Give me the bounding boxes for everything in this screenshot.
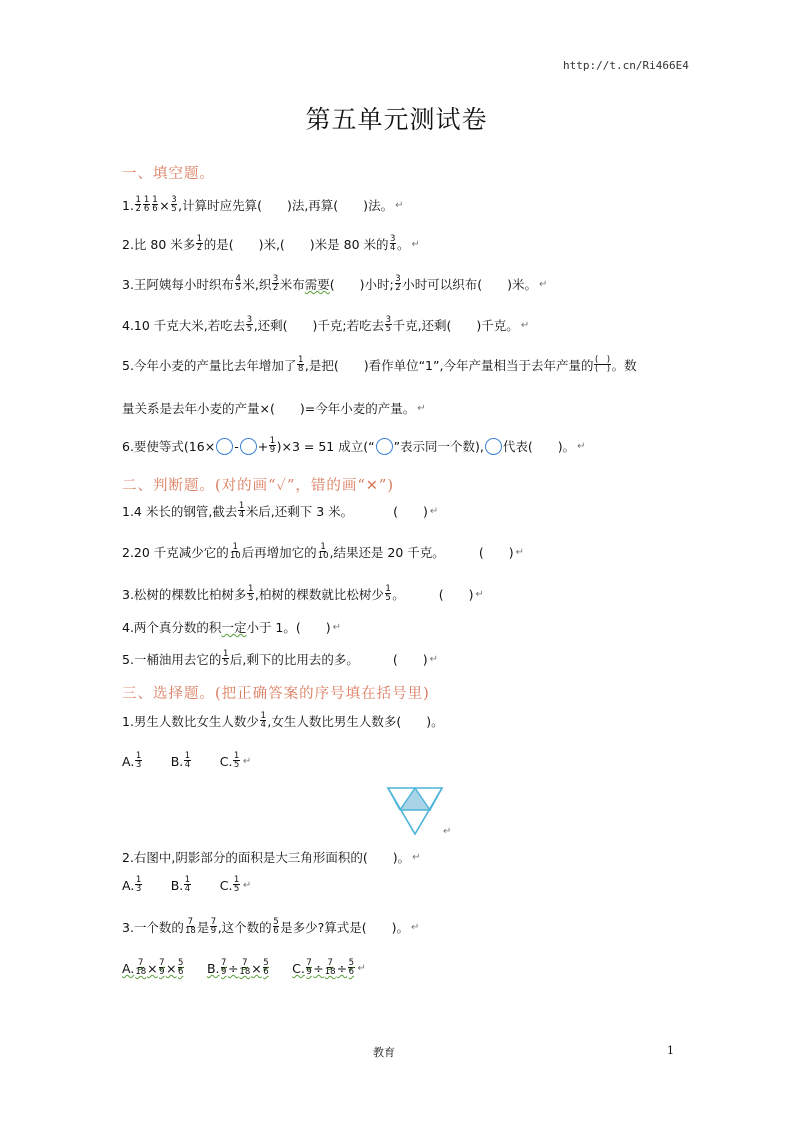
judge-2: 2.20 千克减少它的 $\frac{1}{10}$ 后再增加它的 $\frac{1}{10}$ ,结果还是 20 千克。 ( ) ↵	[122, 541, 524, 561]
footer-center: 教育	[373, 1046, 395, 1059]
unknown-circle-icon	[376, 438, 393, 455]
page-title: 第五单元测试卷	[305, 105, 488, 134]
choice-2: 2.右图中,阴影部分的面积是大三角形面积的( )。 ↵	[122, 850, 421, 865]
choice-3: 3.一个数的 $\frac{7}{18}$ 是 $\frac{7}{9}$ ,这个数的 $\frac{5}{6}$ 是多少?算式是( )。 ↵	[122, 916, 420, 936]
question-1: 1. $\frac{1}{2}$ $\frac{1}{6}$ $\frac{1}{6}$ × $\frac{3}{5}$ ,计算时应先算( )法,再算( )法。 ↵	[122, 194, 404, 214]
triangle-figure	[386, 786, 444, 836]
page-number: 1	[667, 1044, 674, 1057]
judge-3: 3.松树的棵数比柏树多 $\frac{1}{5}$ ,柏树的棵数就比松树少 $\frac{1}{5}$ 。 ( ) ↵	[122, 583, 484, 603]
choice-1-options: A. $\frac{1}{3}$ B. $\frac{1}{4}$ C. $\frac{1}{5}$ ↵	[122, 751, 252, 770]
question-6: 6.要使等式(16× - + $\frac{1}{9}$ )×3 = 51 成立(“ ”表示同一个数), 代表( )。 ↵	[122, 435, 586, 455]
judge-1: 1.4 米长的钢管,截去 $\frac{1}{4}$ 米后,还剩下 3 米。 ( ) ↵	[122, 500, 439, 520]
unknown-circle-icon	[240, 438, 257, 455]
question-3: 3.王阿姨每小时织布 $\frac{4}{5}$ 米,织 $\frac{3}{2}$ 米布 需要 ( )小时; $\frac{3}{2}$ 小时可以织布( )米。 ↵	[122, 273, 548, 293]
section-true-false: 二、判断题。(对的画“✓”，错的画“✕”)	[122, 478, 394, 494]
question-2: 2.比 80 米多 $\frac{1}{2}$ 的是( )米,( )米是 80 米的 $\frac{3}{4}$ 。 ↵	[122, 233, 420, 253]
choice-3-options: A. $\frac{7}{18}$ × $\frac{7}{9}$ × $\frac{5}{6}$ B. $\frac{7}{9}$ ÷ $\frac{7}{18}$ × $\frac{5}{6}$ C. $\frac{7}{9}$ ÷ $\frac{7}{18}$ ÷ $\frac{5}{6}$ ↵	[122, 958, 366, 977]
judge-5: 5.一桶油用去它的 $\frac{1}{5}$ 后,剩下的比用去的多。 ( ) ↵	[122, 648, 438, 668]
unknown-circle-icon	[485, 438, 502, 455]
choice-1: 1.男生人数比女生人数少 $\frac{1}{4}$ ,女生人数比男生人数多( )。	[122, 710, 444, 730]
source-url: http://t.cn/Ri466E4	[563, 59, 689, 72]
section-choice: 三、选择题。(把正确答案的序号填在括号里)	[122, 686, 430, 702]
shaded-triangle	[400, 788, 430, 810]
question-5-continued: 量关系是去年小麦的产量×( )=今年小麦的产量。 ↵	[122, 401, 426, 416]
judge-4: 4.两个真分数的积 一定 小于 1。( ) ↵	[122, 620, 342, 635]
choice-2-options: A. $\frac{1}{3}$ B. $\frac{1}{4}$ C. $\frac{1}{5}$ ↵	[122, 875, 252, 894]
section-fill-blank: 一、填空题。	[122, 166, 215, 182]
question-5: 5.今年小麦的产量比去年增加了 $\frac{1}{8}$ ,是把( )看作单位“1”,今年产量相当于去年产量的 $\frac{( )}{( )}$ 。数	[122, 354, 637, 374]
unknown-circle-icon	[216, 438, 233, 455]
question-4: 4.10 千克大米,若吃去 $\frac{3}{5}$ ,还剩( )千克;若吃去 $\frac{3}{5}$ 千克,还剩( )千克。 ↵	[122, 314, 530, 334]
